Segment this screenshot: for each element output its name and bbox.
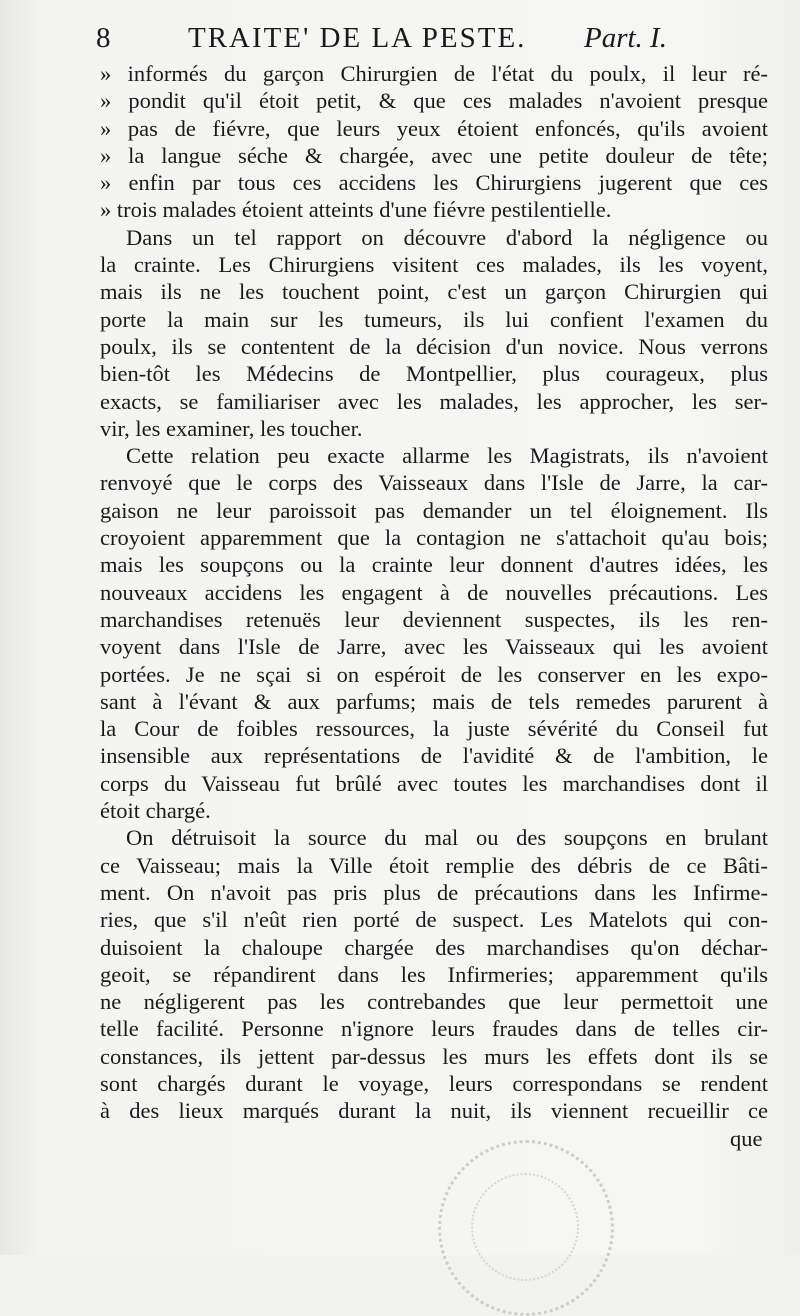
text-line: » trois malades étoient atteints d'une fiévre pestilentielle. bbox=[100, 197, 612, 223]
text-line: bien-tôt les Médecins de Montpellier, plus courageux, plus bbox=[100, 361, 768, 387]
text-line: mais les soupçons ou la crainte leur donnent d'autres idées, les bbox=[100, 552, 768, 578]
text-line: exacts, se familiariser avec les malades, les approcher, les ser- bbox=[100, 388, 768, 414]
text-line: porte la main sur les tumeurs, ils lui confient l'examen du bbox=[100, 306, 768, 332]
text-line: mais ils ne les touchent point, c'est un garçon Chirurgien qui bbox=[100, 279, 768, 305]
text-line: telle facilité. Personne n'ignore leurs fraudes dans de telles cir- bbox=[100, 1016, 768, 1042]
text-line: vir, les examiner, les toucher. bbox=[100, 415, 363, 441]
text-line: ce Vaisseau; mais la Ville étoit remplie des débris de ce Bâti- bbox=[100, 852, 768, 878]
text-line: ment. On n'avoit pas pris plus de précautions dans les Infirme- bbox=[100, 879, 768, 905]
text-line: Cette relation peu exacte allarme les Magistrats, ils n'avoient bbox=[126, 443, 768, 469]
text-line: corps du Vaisseau fut brûlé avec toutes les marchandises dont il bbox=[100, 770, 768, 796]
text-line: portées. Je ne sçai si on espéroit de les conserver en les expo- bbox=[100, 661, 768, 687]
text-line: » informés du garçon Chirurgien de l'état du poulx, il leur ré- bbox=[100, 61, 768, 86]
text-line: croyoient apparemment que la contagion ne s'attachoit qu'au bois; bbox=[100, 525, 768, 551]
text-line: étoit chargé. bbox=[100, 798, 211, 824]
text-line: On détruisoit la source du mal ou des soupçons en brulant bbox=[126, 825, 768, 851]
text-line: duisoient la chaloupe chargée des marchandises qu'on déchar- bbox=[100, 934, 768, 960]
text-line: poulx, ils se contentent de la décision d'un novice. Nous verrons bbox=[100, 333, 768, 359]
text-line: » pas de fiévre, que leurs yeux étoient enfoncés, qu'ils avoient bbox=[100, 115, 768, 141]
text-line: nouveaux accidens les engagent à de nouvelles précautions. Les bbox=[100, 579, 768, 605]
text-line: la crainte. Les Chirurgiens visitent ces malades, ils les voyent, bbox=[100, 252, 768, 278]
text-line: constances, ils jettent par-dessus les murs les effets dont ils se bbox=[100, 1043, 768, 1069]
text-line: geoit, se répandirent dans les Infirmeries; apparemment qu'ils bbox=[100, 961, 768, 987]
text-line: la Cour de foibles ressources, la juste sévérité du Conseil fut bbox=[100, 716, 768, 742]
text-line: renvoyé que le corps des Vaisseaux dans l'Isle de Jarre, la car- bbox=[100, 470, 768, 496]
part-label: Part. I. bbox=[584, 22, 667, 54]
running-head bbox=[96, 22, 676, 62]
text-line: » pondit qu'il étoit petit, & que ces malades n'avoient presque bbox=[100, 88, 768, 114]
text-line: gaison ne leur paroissoit pas demander un tel éloignement. Ils bbox=[100, 497, 768, 523]
text-line: ne négligerent pas les contrebandes que leur permettoit une bbox=[100, 989, 768, 1015]
text-line: sont chargés durant le voyage, leurs correspondans se rendent bbox=[100, 1070, 768, 1096]
text-line: marchandises retenuës leur deviennent suspectes, ils les ren- bbox=[100, 606, 768, 632]
library-stamp-inner bbox=[471, 1173, 579, 1281]
text-line: voyent dans l'Isle de Jarre, avec les Vaisseaux qui les avoient bbox=[100, 634, 768, 660]
text-line: » la langue séche & chargée, avec une petite douleur de tête; bbox=[100, 142, 768, 168]
text-line: ries, que s'il n'eût rien porté de suspect. Les Matelots qui con- bbox=[100, 907, 768, 933]
catchword: que bbox=[730, 1126, 763, 1151]
text-line: insensible aux représentations de l'avidité & de l'ambition, le bbox=[100, 743, 768, 769]
text-line: » enfin par tous ces accidens les Chirurgiens jugerent que ces bbox=[100, 170, 768, 196]
book-title: TRAITE' DE LA PESTE. bbox=[188, 22, 527, 54]
page-number: 8 bbox=[96, 22, 113, 54]
library-stamp bbox=[438, 1140, 614, 1316]
text-line: à des lieux marqués durant la nuit, ils viennent recueillir ce bbox=[100, 1098, 768, 1124]
body-text bbox=[100, 60, 768, 1125]
text-line: Dans un tel rapport on découvre d'abord la négligence ou bbox=[126, 224, 768, 250]
text-line: sant à l'évant & aux parfums; mais de tels remedes parurent à bbox=[100, 688, 768, 714]
